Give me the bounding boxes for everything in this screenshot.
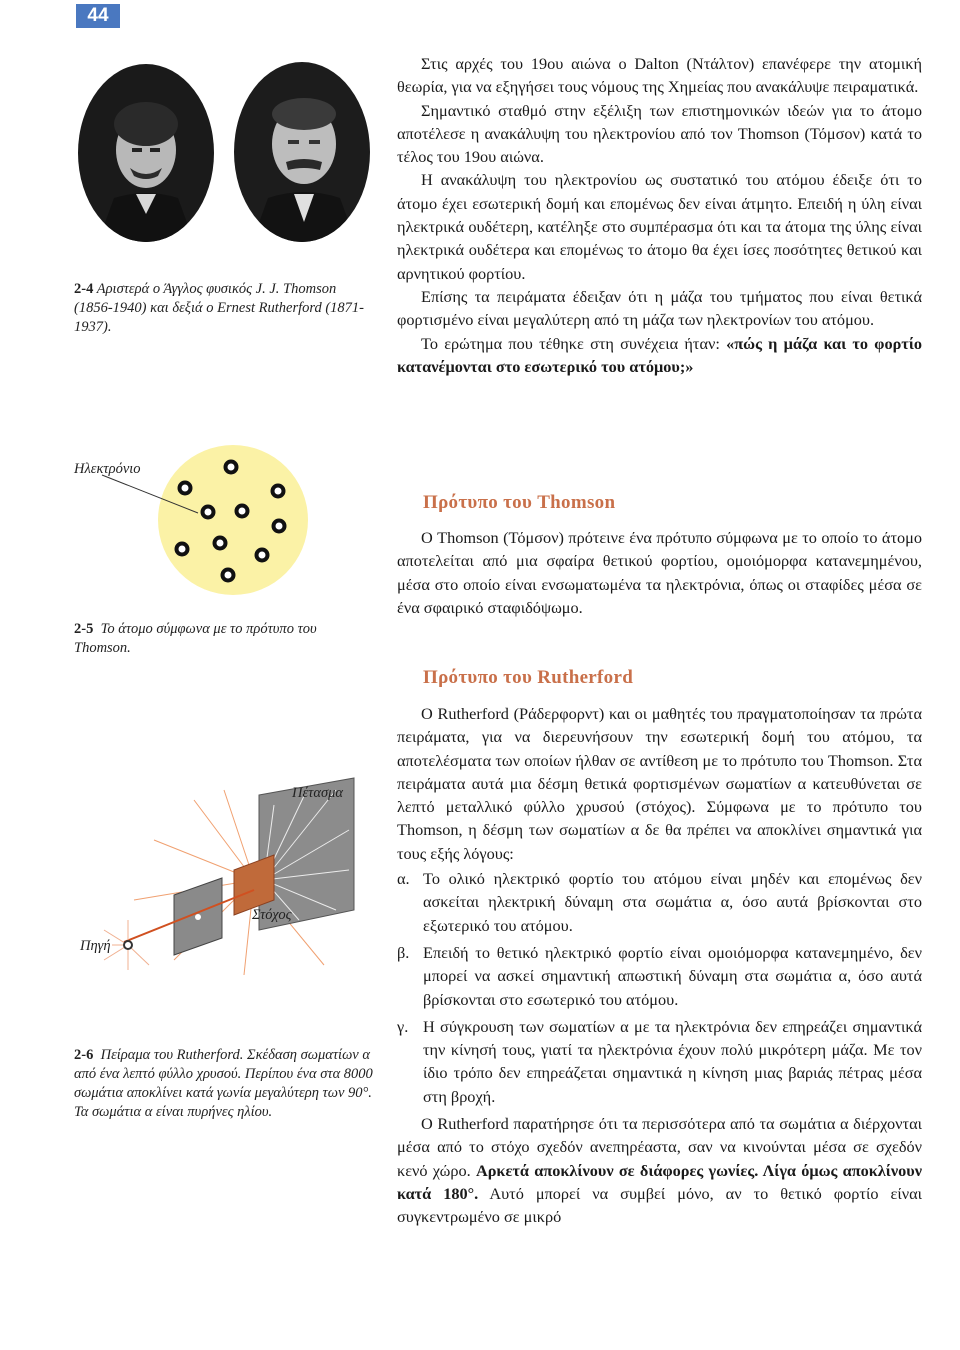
intro-paragraph-1: Στις αρχές του 19ου αιώνα ο Dalton (Ντάλτον) επανέφερε την ατομική θεωρία, για να εξηγήσει τους νόμους της Χημείας που ανακάλυψε πειραματικά.	[397, 54, 922, 97]
caption-fig-2-6-number: 2-6	[74, 1047, 94, 1063]
thomson-paragraph: Ο Thomson (Τόμσον) πρότεινε ένα πρότυπο σύμφωνα με το οποίο το άτομο αποτελείται από μια σφαίρα θετικού φορτίου, ομοιόμορφα κατανεμημένου, μέσα στο οποίο είναι ενσωματωμένα τα ηλεκτρόνια, όπως οι σταφίδες μέσα σε ένα σφαιρικό σταφιδόψωμο.	[397, 528, 922, 617]
list-item-text: Η σύγκρουση των σωματίων α με τα ηλεκτρόνια δεν επηρεάζει σημαντικά την κίνησή τους, γιατί τα ηλεκτρόνια έχουν πολύ μικρότερη μάζα. Με τον ίδιο τρόπο δεν επηρεάζεται σημαντικά η κίνηση μιας βαριάς πέτρας μέσα στη βροχή.	[423, 1016, 922, 1106]
intro-paragraph-5	[397, 332, 922, 379]
intro-question-lead: Το ερώτημα που τέθηκε στη συνέχεια ήταν:	[421, 333, 727, 353]
caption-fig-2-5	[74, 620, 376, 658]
intro-paragraph-3: Η ανακάλυψη του ηλεκτρονίου ως συστατικό του ατόμου έδειξε ότι το άτομο έχει εσωτερική δομή και επομένως δεν είναι άτμητο. Επειδή η ύλη είναι ηλεκτρικά ουδέτερη, κατέληξε στο συμπέρασμα ότι και τα άτομα της ύλης είναι ηλεκτρικά ουδέτερα και επομένως το άτομο θα έχει ίσες ποσότητες θετικού και αρνητικού φορτίου.	[397, 170, 922, 283]
rutherford-heading: Πρότυπο του Rutherford	[423, 667, 634, 688]
intro-section	[397, 52, 922, 378]
caption-fig-2-4-number: 2-4	[74, 281, 94, 297]
source-label: Πηγή	[80, 938, 111, 954]
thomson-section	[397, 526, 922, 619]
rutherford-last-end: Αυτό μπορεί να συμβεί μόνο, αν το θετικό φορτίο είναι συγκεντρωμένο σε μικρό	[397, 1183, 922, 1227]
rutherford-last-bold: Αρκετά αποκλίνουν σε διάφορες γωνίες. Λίγα όμως αποκλίνουν κατά 180°.	[397, 1160, 922, 1203]
list-item-text: Επειδή το θετικό ηλεκτρικό φορτίο είναι ομοιόμορφα κατανεμημένο, δεν μπορεί να ασκεί σημαντική απωστική δύναμη στα σωμάτια α, όσο αυτά βρίσκονται στο εσωτερικό του ατόμου.	[423, 942, 922, 1009]
portrait-rutherford	[234, 62, 370, 242]
list-item	[397, 941, 922, 1011]
thomson-atom-diagram	[74, 445, 314, 605]
electron-label: Ηλεκτρόνιο	[74, 461, 141, 477]
rutherford-section	[397, 702, 922, 1229]
rutherford-last-lead: Ο Rutherford παρατήρησε ότι τα περισσότερα από τα σωμάτια α διέρχονται μέσα από το στόχο σχεδόν ανεπηρέαστα, σαν να κινούνται μέσα σε σχεδόν κενό χώρο.	[397, 1114, 922, 1180]
caption-fig-2-5-text: Το άτομο σύμφωνα με το πρότυπο του Thomson.	[74, 621, 317, 656]
caption-fig-2-6-text: Πείραμα του Rutherford. Σκέδαση σωματίων α από ένα λεπτό φύλλο χρυσού. Περίπου ένα στα 8000 σωμάτια αποκλίνει κατά γωνία μεγαλύτερη των 90°. Τα σωμάτια α είναι πυρήνες ηλίου.	[74, 1047, 373, 1120]
caption-fig-2-4-text: Αριστερά ο Άγγλος φυσικός J. J. Thomson (1856-1940) και δεξιά ο Ernest Rutherford (1871-1937).	[74, 281, 364, 335]
source-icon	[124, 941, 132, 949]
caption-fig-2-5-number: 2-5	[74, 621, 94, 637]
thomson-heading: Πρότυπο του Thomson	[423, 492, 616, 513]
target-label: Στόχος	[252, 907, 292, 923]
portrait-thomson	[78, 64, 214, 242]
list-item	[397, 1015, 922, 1108]
list-marker: α.	[397, 869, 410, 889]
list-marker: γ.	[397, 1016, 409, 1036]
intro-paragraph-2: Σημαντικό σταθμό στην εξέλιξη των επιστημονικών ιδεών για το άτομο αποτέλεσε η ανακάλυψη του ηλεκτρονίου από τον Thomson (Τόμσον) κατά το τέλος του 19ου αιώνα.	[397, 100, 922, 167]
list-item	[397, 867, 922, 937]
caption-fig-2-6	[74, 1046, 376, 1122]
caption-fig-2-4	[74, 280, 376, 337]
rutherford-paragraph-1: Ο Rutherford (Ράδερφορντ) και οι μαθητές του πραγματοποίησαν τα πρώτα πειράματα, για να διερευνήσουν την εσωτερική δομή του ατόμου, τα αποτελέσματα των οποίων ήλθαν σε αντίθεση με το πρότυπο του Thomson. Στα πειράματα αυτά μια δέσμη θετικά φορτισμένων σωματίων α κατευθύνεται σε λεπτό μεταλλικό φύλλο χρυσού (στόχος). Σύμφωνα με το πρότυπο του Thomson, η δέσμη των σωματίων α δε θα πρέπει να αποκλίνει σημαντικά για τους εξής λόγους:	[397, 704, 922, 863]
list-marker: β.	[397, 942, 410, 962]
intro-question: «πώς η μάζα και το φορτίο κατανέμονται στο εσωτερικό του ατόμου;»	[397, 333, 923, 376]
list-item-text: Το ολικό ηλεκτρικό φορτίο του ατόμου είναι μηδέν και επομένως δεν ασκείται ηλεκτρική δύναμη στα σωμάτια α, όσο αυτά βρίσκονται στο εξωτερικό του ατόμου.	[423, 869, 922, 935]
intro-paragraph-4: Επίσης τα πειράματα έδειξαν ότι η μάζα του τμήματος που είναι θετικά φορτισμένο είναι μεγαλύτερη από τη μάζα των ηλεκτρονίων του ατόμου.	[397, 286, 922, 330]
rutherford-paragraph-last	[397, 1112, 922, 1228]
screen-label: Πέτασμα	[292, 785, 344, 801]
page-number: 44	[76, 4, 120, 28]
